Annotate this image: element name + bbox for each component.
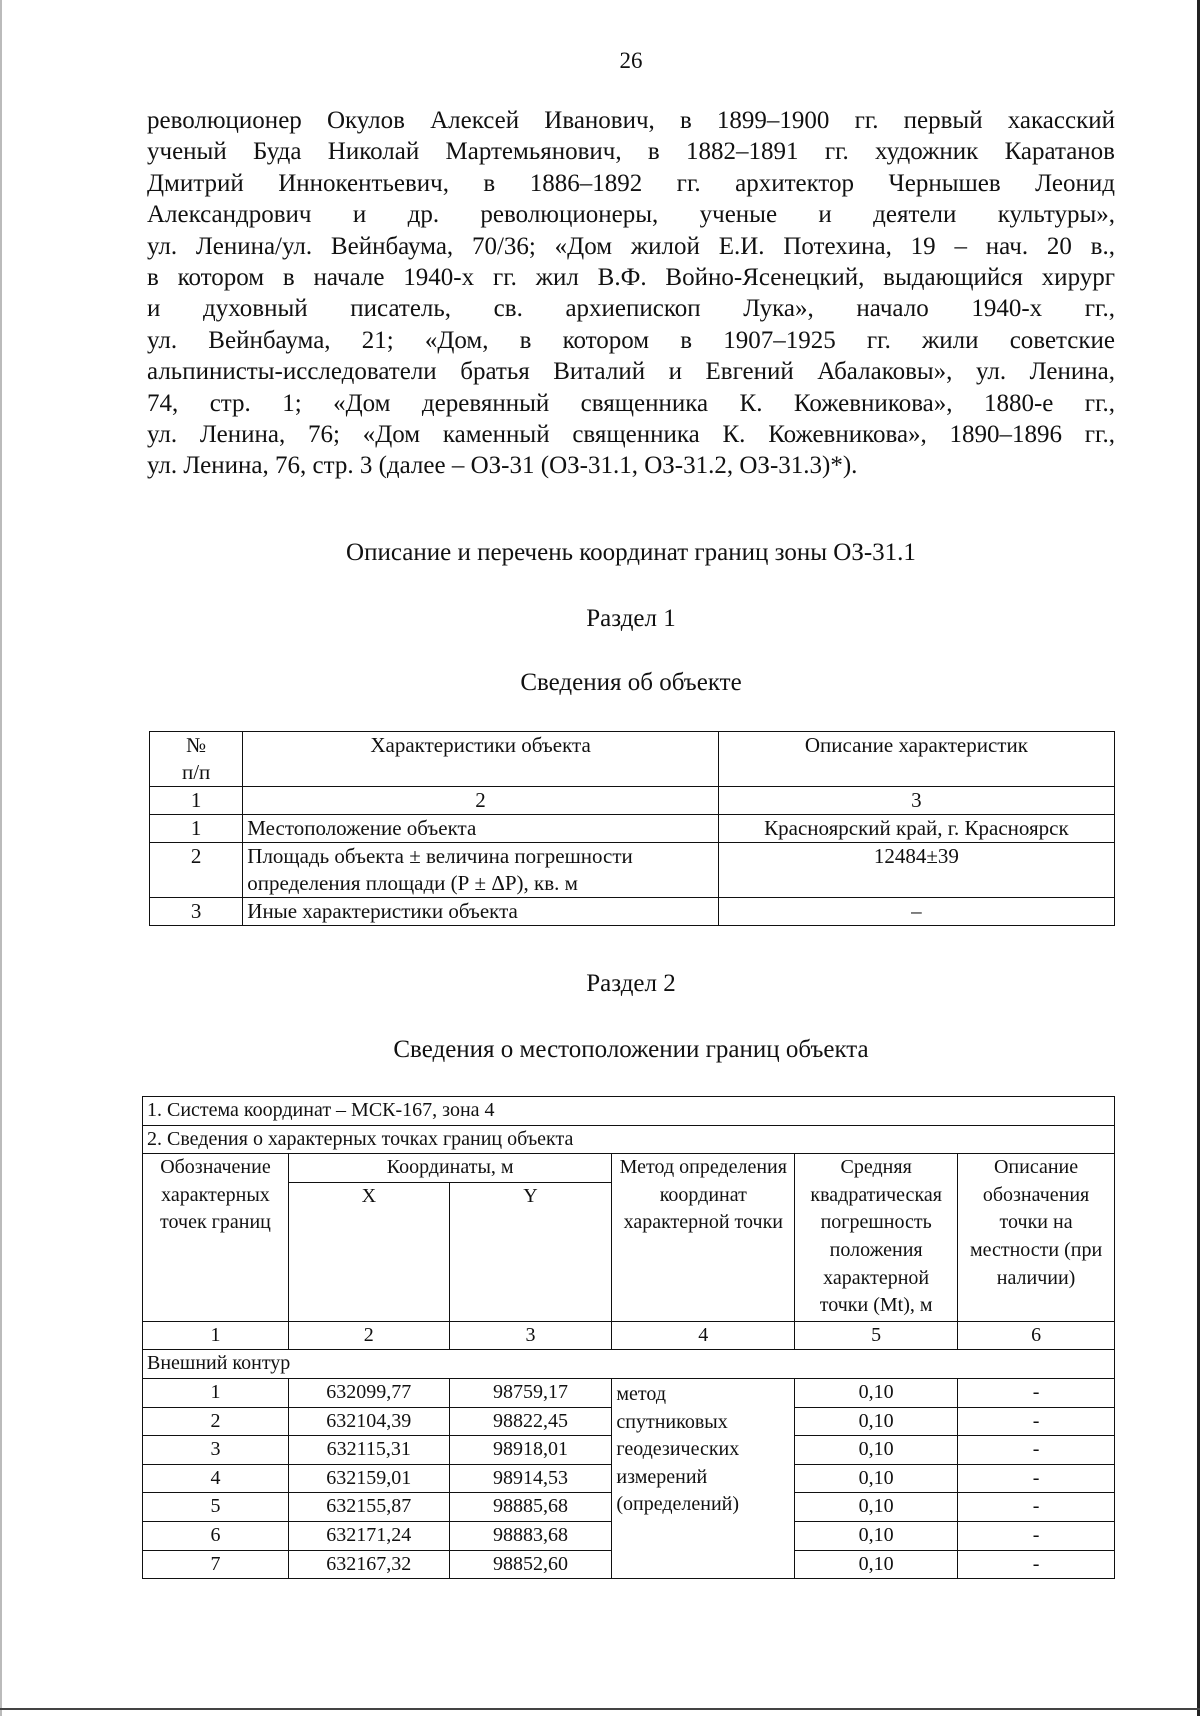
row-description: – [718, 898, 1114, 926]
row-description: Красноярский край, г. Красноярск [718, 815, 1114, 843]
point-mt: 0,10 [795, 1493, 958, 1522]
table-header-row [143, 1154, 1115, 1183]
point-x: 632104,39 [288, 1407, 449, 1436]
point-number: 5 [143, 1493, 289, 1522]
coordinate-system-row [143, 1097, 1115, 1126]
point-y: 98885,68 [449, 1493, 612, 1522]
col-header-point-description: Описание обозначения точки на местности (при наличии) [958, 1154, 1115, 1322]
body-paragraph [147, 105, 1115, 482]
table-row [150, 843, 1115, 898]
col-header-coordinates: Координаты, м [288, 1154, 611, 1183]
table-row [143, 1378, 1115, 1407]
body-line: ул. Ленина/ул. Вейнбаума, 70/36; «Дом жилой Е.И. Потехина, 19 – нач. 20 в., [147, 232, 1115, 260]
col-header-y: Y [449, 1182, 612, 1321]
body-line: ул. Ленина, 76, стр. 3 (далее – ОЗ-31 (ОЗ-31.1, ОЗ-31.2, ОЗ-31.3)*). [147, 452, 858, 480]
point-x: 632171,24 [288, 1521, 449, 1550]
point-y: 98852,60 [449, 1550, 612, 1579]
point-description: - [958, 1378, 1115, 1407]
col-number: 4 [612, 1321, 795, 1350]
point-x: 632159,01 [288, 1464, 449, 1493]
point-number: 6 [143, 1521, 289, 1550]
row-number: 2 [150, 843, 243, 898]
col-header-x: X [288, 1182, 449, 1321]
method-line: спутниковых [616, 1410, 728, 1433]
boundary-points-table [142, 1096, 1115, 1579]
body-line: 74, стр. 1; «Дом деревянный священника К. Кожевникова», 1880-е гг., [147, 389, 1115, 417]
point-number: 4 [143, 1464, 289, 1493]
method-line: метод [616, 1382, 666, 1405]
point-mt: 0,10 [795, 1378, 958, 1407]
col-header-number: № п/п [150, 732, 243, 787]
col-header-method: Метод определения координат характерной точки [612, 1154, 795, 1322]
col-header-description: Описание характеристик [718, 732, 1114, 787]
body-line: в котором в начале 1940-х гг. жил В.Ф. Войно-Ясенецкий, выдающийся хирург [147, 264, 1115, 292]
body-line: революционер Окулов Алексей Иванович, в 1899–1900 гг. первый хакасский [147, 107, 1115, 134]
point-description: - [958, 1493, 1115, 1522]
col-number: 1 [150, 787, 243, 815]
body-line: ул. Ленина, 76; «Дом каменный священника К. Кожевникова», 1890–1896 гг., [147, 421, 1115, 449]
point-mt: 0,10 [795, 1407, 958, 1436]
point-number: 7 [143, 1550, 289, 1579]
method-line: измерений [616, 1465, 708, 1488]
point-y: 98914,53 [449, 1464, 612, 1493]
point-x: 632115,31 [288, 1436, 449, 1465]
method-line: геодезических [616, 1438, 740, 1461]
point-mt: 0,10 [795, 1550, 958, 1579]
col-number: 2 [288, 1321, 449, 1350]
point-y: 98822,45 [449, 1407, 612, 1436]
table-row [150, 898, 1115, 926]
col-number: 1 [143, 1321, 289, 1350]
zone-heading: Описание и перечень координат границ зоны ОЗ-31.1 [346, 539, 916, 566]
points-info: 2. Сведения о характерных точках границ объекта [143, 1125, 1115, 1154]
point-x: 632155,87 [288, 1493, 449, 1522]
point-description: - [958, 1550, 1115, 1579]
row-characteristic: Иные характеристики объекта [243, 898, 719, 926]
row-characteristic: Площадь объекта ± величина погрешности определения площади (Р ± ΔР), кв. м [243, 843, 719, 898]
table-header-row [150, 732, 1115, 787]
point-y: 98918,01 [449, 1436, 612, 1465]
point-x: 632099,77 [288, 1378, 449, 1407]
scan-edge-left [0, 0, 2, 1716]
col-number: 5 [795, 1321, 958, 1350]
point-description: - [958, 1464, 1115, 1493]
col-number: 3 [449, 1321, 612, 1350]
col-number: 2 [243, 787, 719, 815]
section2-subtitle: Сведения о местоположении границ объекта [393, 1036, 869, 1063]
point-mt: 0,10 [795, 1436, 958, 1465]
section1-subtitle: Сведения об объекте [520, 669, 742, 696]
col-header-error: Средняя квадратическая погрешность положения характерной точки (Mt), м [795, 1154, 958, 1322]
contour-row [143, 1350, 1115, 1379]
point-number: 3 [143, 1436, 289, 1465]
section2-title: Раздел 2 [586, 970, 676, 997]
table-numbering-row [143, 1321, 1115, 1350]
points-info-row [143, 1125, 1115, 1154]
point-y: 98759,17 [449, 1378, 612, 1407]
col-number: 3 [718, 787, 1114, 815]
point-x: 632167,32 [288, 1550, 449, 1579]
point-method [612, 1378, 795, 1578]
method-line: (определений) [616, 1493, 740, 1516]
table-numbering-row [150, 787, 1115, 815]
point-description: - [958, 1521, 1115, 1550]
table-row [150, 815, 1115, 843]
row-number: 3 [150, 898, 243, 926]
object-info-table [149, 731, 1115, 926]
coordinate-system: 1. Система координат – МСК-167, зона 4 [143, 1097, 1115, 1126]
point-number: 2 [143, 1407, 289, 1436]
point-mt: 0,10 [795, 1464, 958, 1493]
point-y: 98883,68 [449, 1521, 612, 1550]
col-header-designation: Обозначение характерных точек границ [143, 1154, 289, 1322]
body-line: и духовный писатель, св. архиепископ Лука», начало 1940-х гг., [147, 295, 1115, 323]
scan-edge-bottom [0, 1708, 1200, 1710]
body-line: ул. Вейнбаума, 21; «Дом, в котором в 1907–1925 гг. жили советские [147, 326, 1115, 354]
point-description: - [958, 1436, 1115, 1465]
body-line: ученый Буда Николай Мартемьянович, в 1882–1891 гг. художник Каратанов [147, 138, 1115, 166]
row-characteristic: Местоположение объекта [243, 815, 719, 843]
row-description: 12484±39 [718, 843, 1114, 898]
body-line: Дмитрий Иннокентьевич, в 1886–1892 гг. архитектор Чернышев Леонид [147, 169, 1115, 197]
body-line: альпинисты-исследователи братья Виталий и Евгений Абалаковы», ул. Ленина, [147, 358, 1115, 386]
point-description: - [958, 1407, 1115, 1436]
col-number: 6 [958, 1321, 1115, 1350]
col-header-characteristics: Характеристики объекта [243, 732, 719, 787]
point-mt: 0,10 [795, 1521, 958, 1550]
body-line: Александрович и др. революционеры, ученые и деятели культуры», [147, 201, 1115, 229]
point-number: 1 [143, 1378, 289, 1407]
contour-label: Внешний контур [143, 1350, 1115, 1379]
page-number: 26 [619, 48, 643, 73]
row-number: 1 [150, 815, 243, 843]
section1-title: Раздел 1 [586, 605, 676, 632]
